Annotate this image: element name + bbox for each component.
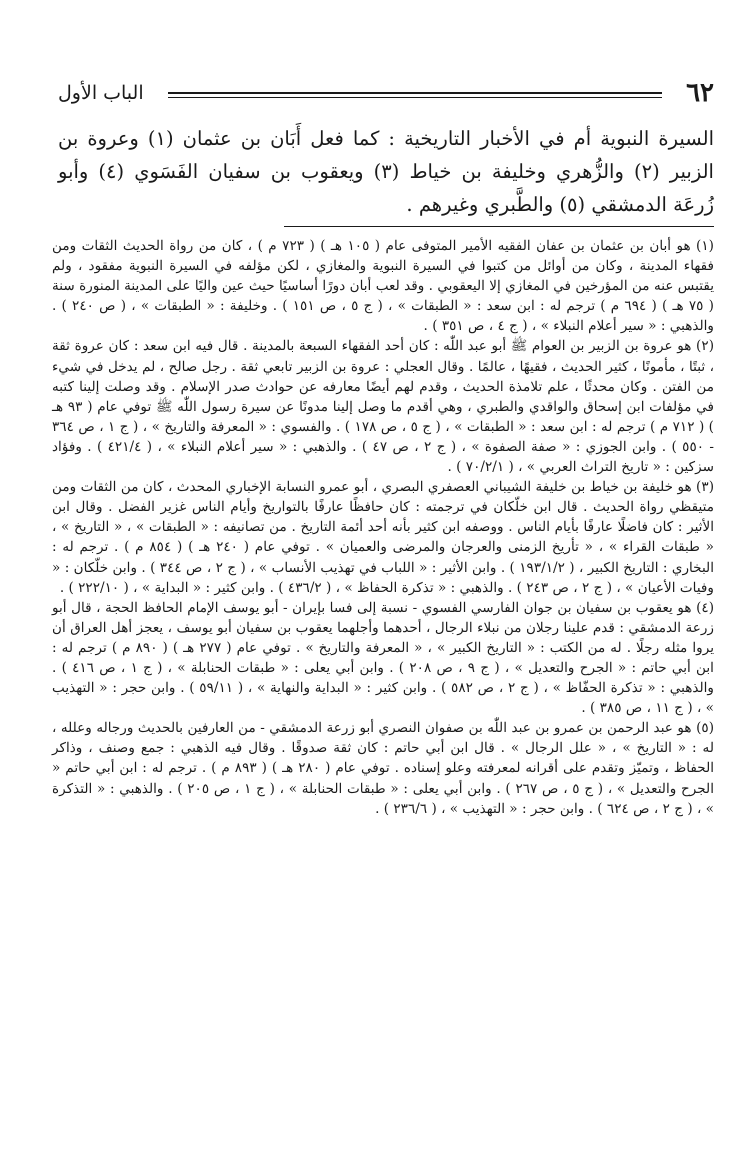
footnote-3: (٣) هو خليفة بن خياط بن خليفة الشيباني العصفري البصري ، أبو عمرو النسابة الإخباري المحدث ، كان من الثقات ومن متيقظي رواة الحديث . قال ابن خلّكان في ترجمته : كان حافظًا عارفًا بالتواريخ وأيام الناس غزير الفضل . وقال ابن الأثير : كان فاضلًا عارفًا بأيام الناس . ووصفه ابن كثير بأنه أحد أئمة التاريخ . من تصانيفه : « الطبقات » ، « التاريخ » ، « طبقات القراء » ، « تأريخ الزمنى والعرجان والمرضى والعميان » . توفي عام ( ٢٤٠ هـ ) ( ٨٥٤ م ) . ترجم له : البخاري : التاريخ الكبير ، ( ١٩٣/١/٢ ) . وابن الأثير : « اللباب في تهذيب الأنساب » ، ( ج ٢ ، ص ٣٤٤ ) . وابن خلّكان : « وفيات الأعيان » ، ( ج ٢ ، ص ٢٤٣ ) . والذهبي : « تذكرة الحفاظ » ، ( ٤٣٦/٢ ) . وابن كثير : « البداية » ، ( ٢٢٢/١٠ ) . bbox=[52, 479, 715, 596]
footnote-4: (٤) هو يعقوب بن سفيان بن جوان الفارسي الفسوي - نسبة إلى فسا بإيران - أبو يوسف الإمام الحافظ الحجة ، قال أبو زرعة الدمشقي : قدم علينا رجلان من نبلاء الرجال ، أحدهما وأجلهما يعقوب بن سفيان أبو يوسف ، يعجز أهل العراق أن يروا مثله رجلًا . له من الكتب : « التاريخ الكبير » ، « المعرفة والتاريخ » . توفي عام ( ٢٧٧ هـ ) ( ٨٩٠ م ) ترجم له : ابن أبي حاتم : « الجرح والتعديل » ، ( ج ٩ ، ص ٢٠٨ ) . وابن أبي يعلى : « طبقات الحنابلة » ، ( ج ١ ، ص ٤١٦ ) . والذهبي : « تذكرة الحفّاظ » ، ( ج ٢ ، ص ٥٨٢ ) . وابن كثير : « البداية والنهاية » ، ( ٥٩/١١ ) . وابن حجر : « التهذيب » ، ( ج ١١ ، ص ٣٨٥ ) . bbox=[52, 599, 714, 717]
body-paragraph: السيرة النبوية أم في الأخبار التاريخية : كما فعل أَبَان بن عثمان (١) وعروة بن الزبير (٢) والزُّهري وخليفة بن خياط (٣) ويعقوب بن سفيان الفَسَوي (٤) وأبو زُرعَة الدمشقي (٥) والطَّبري وغيرهم . bbox=[58, 127, 714, 216]
footnote-5: (٥) هو عبد الرحمن بن عمرو بن عبد اللّٰه بن صفوان النصري أبو زرعة الدمشقي - من العارفين بالحديث ورجاله وعلله ، له : « التاريخ » ، « علل الرجال » . قال ابن أبي حاتم : كان ثقة صدوقًا . وقال فيه الذهبي : جمع وصنف ، وذاكر الحفاظ ، وتميّز وتقدم على أقرانه لمعرفته وعلو إسناده . توفي عام ( ٢٨٠ هـ ) ( ٨٩٣ م ) . ترجم له : ابن أبي حاتم « الجرح والتعديل » ، ( ج ٥ ، ص ٢٦٧ ) . وابن أبي يعلى : « طبقات الحنابلة » ، ( ج ١ ، ص ٢٠٥ ) . والذهبي : « التذكرة » ، ( ج ٢ ، ص ٦٢٤ ) . وابن حجر : « التهذيب » ، ( ٢٣٦/٦ ) . bbox=[52, 720, 714, 817]
body-text bbox=[58, 122, 714, 221]
header-rule bbox=[168, 92, 662, 98]
footnote-separator bbox=[284, 226, 714, 227]
footnote-2: (٢) هو عروة بن الزبير بن العوام ﷺ أبو عبد اللّٰه : كان أحد الفقهاء السبعة بالمدينة . قال فيه ابن سعد : كان عروة ثقة ، ثبتًا ، مأمونًا ، كثير الحديث ، فقيهًا ، عالمًا . وقال العجلي : عروة بن الزبير تابعي ثقة . رجل صالح ، لم يدخل في شيء من الفتن . وكان محدثًا ، علم تلامذة الحديث ، وقدم لهم أيضًا معارفه عن حوادث صدر الإسلام . وقد وصلت إلينا كتبه في مؤلفات ابن إسحاق والواقدي والطبري ، وهي أقدم ما وصل إلينا مدونًا عن سيرة رسول اللّٰه ﷺ توفي عام ( ٩٣ هـ ) ( ٧١٢ م ) ترجم له : ابن سعد : « الطبقات » ، ( ج ٥ ، ص ١٧٨ ) . والفسوي : « المعرفة والتاريخ » ، ( ج ١ ، ص ٣٦٤ - ٥٥٠ ) . وابن الجوزي : « صفة الصفوة » ، ( ج ٢ ، ص ٤٧ ) . والذهبي : « سير أعلام النبلاء » ، ( ٤٢١/٤ ) . وفؤاد سزكين : « تاريخ التراث العربي » ، ( ٧٠/٢/١ ) . bbox=[52, 338, 714, 476]
page-header bbox=[58, 78, 714, 108]
footnotes bbox=[52, 236, 714, 819]
chapter-title: الباب الأول bbox=[58, 82, 144, 104]
page-number: ٦٢ bbox=[686, 78, 714, 108]
footnote-1: (١) هو أبان بن عثمان بن عفان الفقيه الأمير المتوفى عام ( ١٠٥ هـ ) ( ٧٢٣ م ) ، كان من رواة الحديث الثقات ومن فقهاء المدينة ، وكان من أوائل من كتبوا في السيرة النبوية والمغازي ، لكن مؤلفه في السيرة النبوية مفقود ، ولم يقتبس عنه من المؤرخين في المغازي إلا اليعقوبي . وقد لعب أبان دورًا أساسيًا حيث عين والیًا على المدينة المنورة سنة ( ٧٥ هـ ) ( ٦٩٤ م ) ترجم له : ابن سعد : « الطبقات » ، ( ج ٥ ، ص ١٥١ ) . وخليفة : « الطبقات » ، ( ص ٢٤٠ ) . والذهبي : « سير أعلام النبلاء » ، ( ج ٤ ، ص ٣٥١ ) . bbox=[52, 238, 714, 335]
